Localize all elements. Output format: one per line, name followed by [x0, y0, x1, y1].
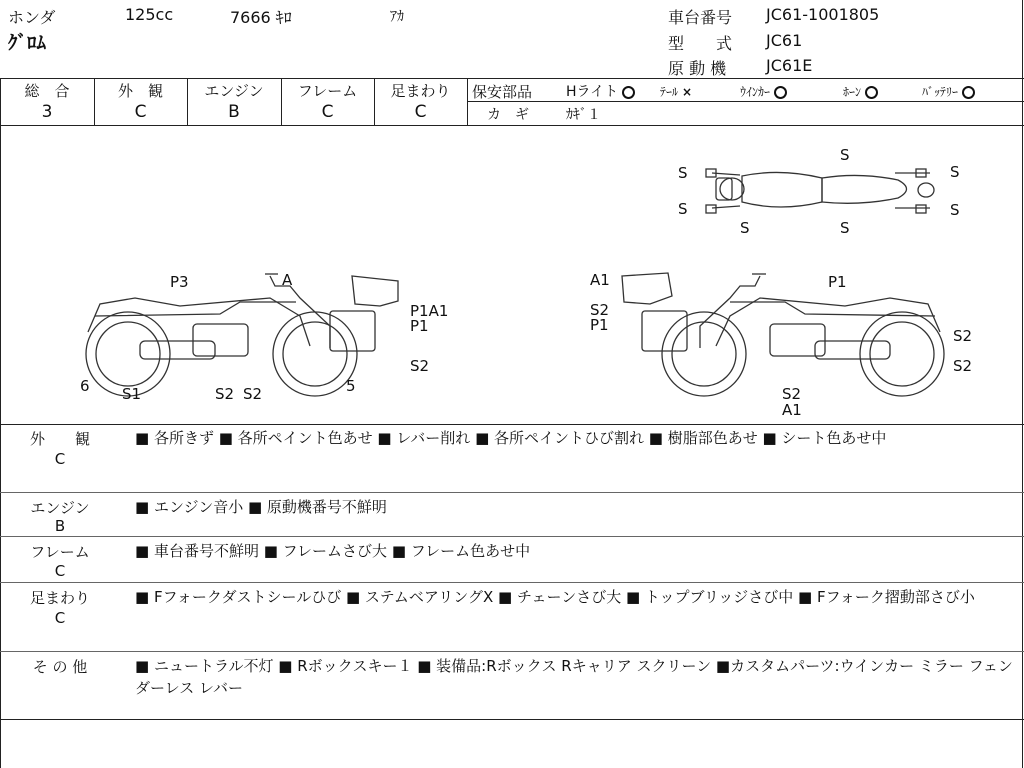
diagram-label: S — [740, 219, 750, 237]
ok-circle-icon — [774, 86, 787, 99]
remark-text-other: ■ ニュートラル不灯 ■ Rボックスキー１ ■ 装備品:Rボックス Rキャリア スクリーン ■カスタムパーツ:ウインカー ミラー フェンダーレス レバー — [135, 657, 1013, 697]
diagram-label: S2 — [410, 357, 430, 375]
ok-circle-icon — [962, 86, 975, 99]
diagram-label: 6 — [80, 377, 90, 395]
diagram-label: P1 — [410, 317, 429, 335]
remark-text-frame: ■ 車台番号不鮮明 ■ フレームさび大 ■ フレーム色あせ中 — [135, 542, 531, 560]
ng-cross-icon: × — [682, 85, 693, 99]
top-view-bike — [706, 169, 934, 213]
diagram-label: S2 — [782, 385, 802, 403]
remark-label-engine: エンジン — [30, 499, 90, 517]
diagram-label: P1 — [828, 273, 847, 291]
engine-number-value: JC61E — [766, 56, 813, 75]
engine-label: エンジン — [204, 82, 264, 100]
suspension-grade: C — [414, 102, 427, 122]
remark-label-other: そ の 他 — [32, 658, 88, 676]
overall-grade: 3 — [41, 102, 53, 122]
model-name: ｸﾞﾛﾑ — [8, 32, 47, 54]
frame-number-label: 車台番号 — [668, 8, 733, 27]
engine-number-label: 原 動 機 — [668, 59, 727, 78]
ok-circle-icon — [865, 86, 878, 99]
safety-label: 保安部品 — [472, 83, 533, 101]
remark-grade-exterior: C — [54, 450, 66, 468]
frame-label: フレーム — [297, 82, 358, 100]
diagram-label: P1 — [590, 316, 609, 334]
diagram-label: S2 — [953, 327, 973, 345]
frame-number-value: JC61-1001805 — [766, 5, 880, 24]
displacement: 125cc — [125, 5, 174, 24]
suspension-label: 足まわり — [390, 82, 451, 100]
diagram-label: S2 — [243, 385, 263, 403]
right-view-bike — [622, 273, 944, 396]
diagram-label: A — [282, 271, 293, 289]
diagram-label: S2 — [215, 385, 235, 403]
diagram-label: P1A1 — [410, 302, 449, 320]
safety-battery: ﾊﾞｯﾃﾘｰ — [922, 83, 975, 100]
diagram-label: S — [950, 163, 960, 181]
diagram-label: S1 — [122, 385, 142, 403]
exterior-label: 外 観 — [117, 82, 163, 100]
diagram-label: S2 — [953, 357, 973, 375]
remark-label-exterior: 外 観 — [29, 430, 90, 448]
key-label: カ ギ — [487, 107, 529, 123]
damage-diagram — [0, 126, 1022, 424]
diagram-label: A1 — [782, 401, 802, 419]
key-value: ｶｷﾞ１ — [566, 107, 601, 123]
safety-tail: ﾃｰﾙ × — [660, 85, 693, 99]
diagram-label: S2 — [590, 301, 610, 319]
remark-grade-suspension: C — [54, 609, 66, 627]
diagram-label: 5 — [346, 377, 356, 395]
exterior-grade: C — [134, 102, 147, 122]
maker: ホンダ — [8, 8, 56, 27]
diagram-label: S — [950, 201, 960, 219]
diagram-label: S — [840, 219, 850, 237]
safety-horn: ﾎｰﾝ — [843, 83, 878, 100]
diagram-label: S — [678, 200, 688, 218]
diagram-label: A1 — [590, 271, 610, 289]
diagram-label: S — [678, 164, 688, 182]
remark-text-exterior: ■ 各所きず ■ 各所ペイント色あせ ■ レバー削れ ■ 各所ペイントひび割れ ■ 樹脂部色あせ ■ シート色あせ中 — [135, 429, 887, 447]
engine-grade: B — [228, 102, 240, 122]
overall-label: 総 合 — [24, 82, 70, 100]
safety-winker: ｳｲﾝｶｰ — [740, 83, 787, 100]
remark-grade-engine: B — [54, 517, 66, 535]
remark-label-suspension: 足まわり — [29, 589, 90, 607]
color: ｱｶ — [390, 9, 404, 25]
type-label: 型 式 — [668, 34, 733, 53]
remark-text-engine: ■ エンジン音小 ■ 原動機番号不鮮明 — [135, 498, 387, 516]
type-value: JC61 — [766, 31, 803, 50]
ok-circle-icon — [622, 86, 635, 99]
frame-grade: C — [321, 102, 334, 122]
diagram-label: P3 — [170, 273, 189, 291]
safety-headlight: Hライト — [566, 81, 635, 101]
diagram-label: S — [840, 146, 850, 164]
remark-label-frame: フレーム — [30, 543, 90, 561]
mileage: 7666 ｷﾛ — [230, 8, 292, 27]
remark-grade-frame: C — [54, 562, 66, 580]
remark-text-suspension: ■ Fフォークダストシールひび ■ ステムベアリングX ■ チェーンさび大 ■ トップブリッジさび中 ■ Fフォーク摺動部さび小 — [135, 588, 975, 606]
